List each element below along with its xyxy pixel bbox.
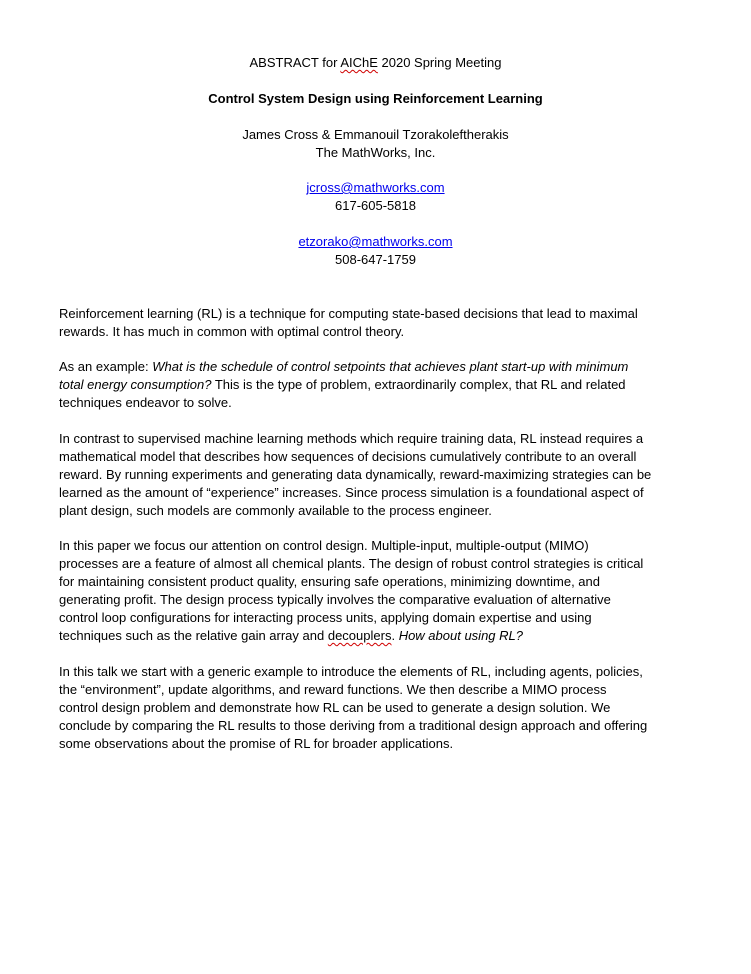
title-org: AIChE <box>340 55 378 70</box>
paragraph-line: learned as the amount of “experience” increases. Since process simulation is a foundational aspect of <box>59 485 644 500</box>
example-question-1: What is the schedule of control setpoints that achieves plant start-up with minimum <box>152 359 629 374</box>
paragraph-line: the “environment”, update algorithms, and reward functions. We then describe a MIMO process <box>59 682 607 697</box>
paragraph-line: Reinforcement learning (RL) is a technique for computing state-based decisions that lead to maximal <box>59 306 638 321</box>
paragraph-line: for maintaining consistent product quality, ensuring safe operations, minimizing downtime, and <box>59 574 600 589</box>
focus-question: How about using RL? <box>398 628 523 643</box>
email-link-1[interactable]: jcross@mathworks.com <box>306 180 445 195</box>
paragraph-line: processes are a feature of almost all chemical plants. The design of robust control strategies is critical <box>59 556 644 571</box>
paragraph-line: In this talk we start with a generic example to introduce the elements of RL, including agents, policies, <box>59 664 643 679</box>
paragraph-line: some observations about the promise of RL for broader applications. <box>59 736 454 751</box>
contact-block-2 <box>0 233 751 269</box>
paragraph-focus <box>59 537 691 645</box>
authors-block <box>0 126 751 162</box>
focus-last-after: . <box>391 628 399 643</box>
focus-last-plain: techniques such as the relative gain array and <box>59 628 328 643</box>
affiliation: The MathWorks, Inc. <box>315 145 436 160</box>
abstract-title <box>0 54 751 72</box>
paragraph-line: reward. By running experiments and generating data dynamically, reward-maximizing strategies can be <box>59 467 652 482</box>
paragraph-line: control design problem and demonstrate how RL can be used to generate a design solution. We <box>59 700 611 715</box>
paper-heading: Control System Design using Reinforcement Learning <box>208 91 543 106</box>
contact-block-1 <box>0 179 751 215</box>
phone-1: 617-605-5818 <box>335 198 416 213</box>
paragraph-line: plant design, such models are commonly available to the process engineer. <box>59 503 492 518</box>
paragraph-line: techniques endeavor to solve. <box>59 395 232 410</box>
paragraph-line: rewards. It has much in common with optimal control theory. <box>59 324 405 339</box>
phone-2: 508-647-1759 <box>335 252 416 267</box>
email-link-2[interactable]: etzorako@mathworks.com <box>298 234 453 249</box>
paragraph-line: generating profit. The design process typically involves the comparative evaluation of alternative <box>59 592 611 607</box>
example-followup: This is the type of problem, extraordinarily complex, that RL and related <box>211 377 626 392</box>
paragraph-intro <box>59 305 691 341</box>
title-prefix: ABSTRACT for <box>249 55 341 70</box>
title-suffix: 2020 Spring Meeting <box>377 55 502 70</box>
paragraph-contrast <box>59 430 691 520</box>
paragraph-talk <box>59 663 691 753</box>
example-question-2: total energy consumption? <box>59 377 212 392</box>
example-lead: As an example: <box>59 359 153 374</box>
paragraph-line: control loop configurations for interacting process units, applying domain expertise and using <box>59 610 592 625</box>
focus-decouplers: decouplers <box>327 628 392 643</box>
paragraph-line: In contrast to supervised machine learning methods which require training data, RL instead requires a <box>59 431 644 446</box>
paragraph-line: In this paper we focus our attention on control design. Multiple-input, multiple-output (MIMO) <box>59 538 589 553</box>
authors: James Cross & Emmanouil Tzorakoleftherakis <box>242 127 509 142</box>
paragraph-line: mathematical model that describes how sequences of decisions cumulatively contribute to an overall <box>59 449 637 464</box>
paragraph-line: conclude by comparing the RL results to those deriving from a traditional design approach and offering <box>59 718 648 733</box>
paragraph-example <box>59 358 691 412</box>
